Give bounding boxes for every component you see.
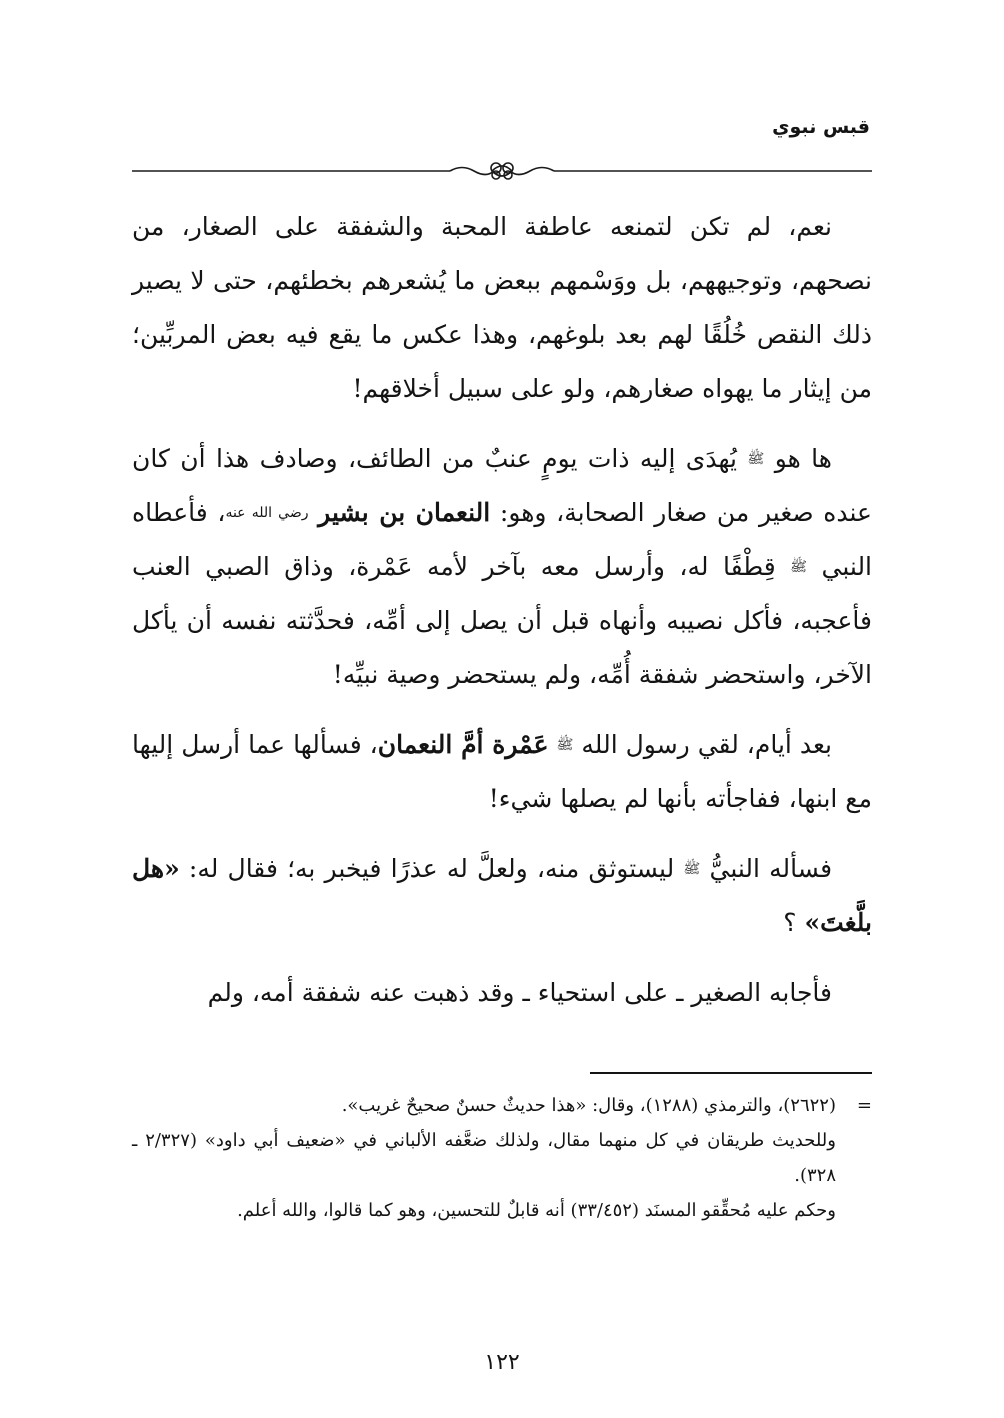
paragraph-4 <box>132 842 872 950</box>
mother-name: عَمْرة أمَّ النعمان <box>377 730 549 759</box>
hadith-quote: «هل بلَّغتَ» <box>132 854 872 937</box>
p2-text-a: ها هو <box>774 444 832 473</box>
prophet-honorific: ﷺ <box>556 737 574 753</box>
companion-honorific: رضي الله عنه <box>225 505 309 521</box>
header-ornament-rule <box>132 160 872 182</box>
paragraph-5: فأجابه الصغير ـ على استحياء ـ وقد ذهبت عنه شفقة أمه، ولم <box>207 978 832 1007</box>
prophet-honorific: ﷺ <box>683 861 701 877</box>
footnote-separator <box>590 1072 872 1074</box>
p4-text-b: ليستوثق منه، ولعلَّ له عذرًا فيخبر به؛ فقال له: <box>188 854 675 883</box>
running-title: قبس نبوي <box>772 116 870 138</box>
prophet-honorific: ﷺ <box>790 559 808 575</box>
footnote-line-3: وحكم عليه مُحقِّقو المسنَد (٣٣/٤٥٢) أنه قابلٌ للتحسين، وهو كما قالوا، والله أعلم. <box>237 1200 836 1221</box>
p3-text-b: ، فسألها عما أرسل إليها مع ابنها، ففاجأته بأنها لم يصلها شيء! <box>132 730 872 813</box>
paragraph-3 <box>132 718 872 826</box>
companion-name: النعمان بن بشير <box>318 498 491 527</box>
p3-text-a: بعد أيام، لقي رسول الله <box>581 730 832 759</box>
footnote-line-1 <box>132 1088 872 1123</box>
p2-text-c: ، فأعطاه النبي <box>132 498 873 581</box>
p4-text-c: ؟ <box>783 908 797 937</box>
footnotes <box>132 1088 872 1228</box>
footnote-line-2: وللحديث طريقان في كل منهما مقال، ولذلك ضعَّفه الألباني في «ضعيف أبي داود» (٢/٣٢٧ ـ ٣٢٨). <box>132 1130 836 1186</box>
p2-text-d: قِطْفًا له، وأرسل معه بآخر لأمه عَمْرة، وذاق الصبي العنب فأعجبه، فأكل نصيبه وأنهاه قبل أن يصل إلى أمِّه، فحدَّثته نفسه أن يأكل الآخر، واستحضر شفقة أُمِّه، ولم يستحضر وصية نبيِّه! <box>132 552 872 689</box>
main-text <box>132 200 872 1036</box>
footnote-continuation-marker: = <box>856 1095 872 1116</box>
p4-text-a: فسأله النبيُّ <box>709 854 833 883</box>
prophet-honorific: ﷺ <box>747 451 765 467</box>
paragraph-2 <box>132 432 872 702</box>
footnote-text-1: (٢٦٢٢)، والترمذي (١٢٨٨)، وقال: «هذا حديثٌ حسنٌ صحيحٌ غريب». <box>341 1095 836 1116</box>
page-number: ١٢٢ <box>484 1350 520 1375</box>
p2-text-b: يُهدَى إليه ذات يومٍ عنبٌ من الطائف، وصادف هذا أن كان عنده صغير من صغار الصحابة، وهو: <box>132 444 872 527</box>
paragraph-1: نعم، لم تكن لتمنعه عاطفة المحبة والشفقة على الصغار، من نصحهم، وتوجيههم، بل ووَسْمهم ببعض ما يُشعرهم بخطئهم، حتى لا يصير ذلك النقص خُلُقًا لهم بعد بلوغهم، وهذا عكس ما يقع فيه بعض المربِّين؛ من إيثار ما يهواه صغارهم، ولو على سبيل أخلاقهم! <box>132 212 872 403</box>
